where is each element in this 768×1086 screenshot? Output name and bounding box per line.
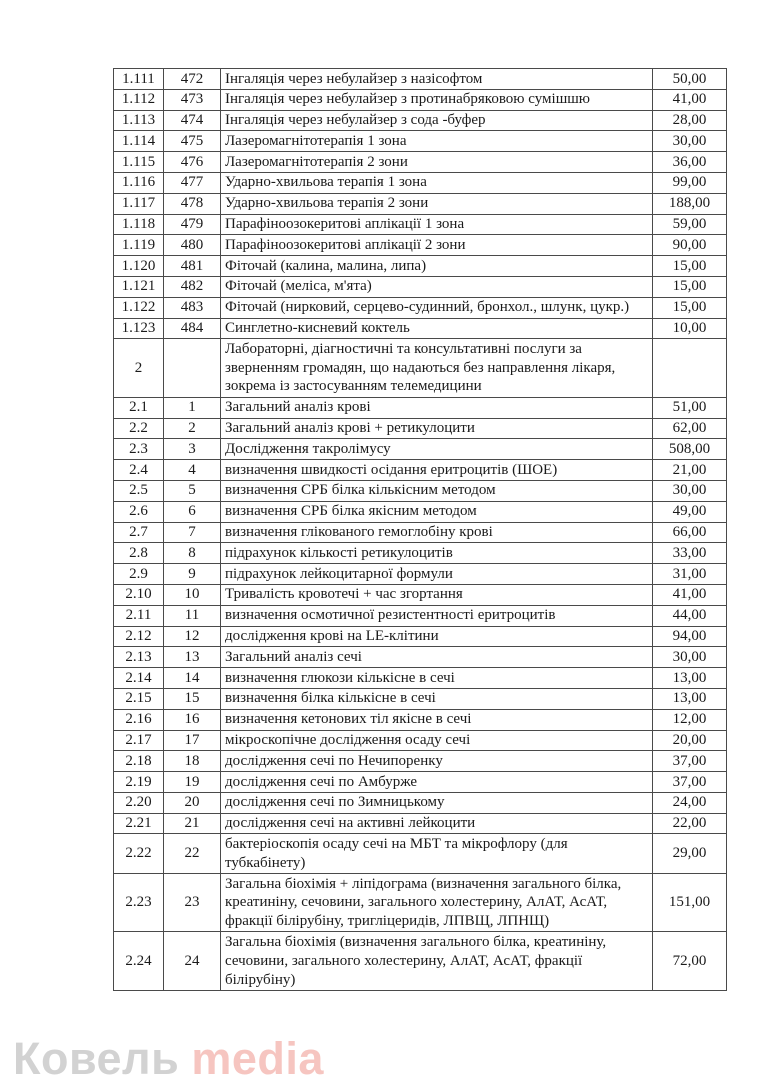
cell-price: 30,00 xyxy=(653,647,727,668)
cell-service-name: Дослідження такролімусу xyxy=(221,439,653,460)
cell-service-code: 9 xyxy=(164,564,221,585)
table-row xyxy=(114,792,727,813)
cell-item-number: 1.113 xyxy=(114,110,164,131)
cell-service-name: Інгаляція через небулайзер з назісофтом xyxy=(221,69,653,90)
cell-price: 66,00 xyxy=(653,522,727,543)
cell-service-code: 7 xyxy=(164,522,221,543)
cell-service-code: 477 xyxy=(164,172,221,193)
cell-price: 59,00 xyxy=(653,214,727,235)
cell-service-code: 24 xyxy=(164,932,221,990)
table-row xyxy=(114,564,727,585)
cell-service-code: 19 xyxy=(164,772,221,793)
cell-price: 41,00 xyxy=(653,584,727,605)
cell-item-number: 2.17 xyxy=(114,730,164,751)
table-row xyxy=(114,688,727,709)
cell-service-name: визначення кетонових тіл якісне в сечі xyxy=(221,709,653,730)
table-row xyxy=(114,152,727,173)
cell-service-name: підрахунок кількості ретикулоцитів xyxy=(221,543,653,564)
table-row xyxy=(114,89,727,110)
cell-price: 51,00 xyxy=(653,397,727,418)
cell-service-code xyxy=(164,339,221,397)
cell-price: 10,00 xyxy=(653,318,727,339)
table-row xyxy=(114,69,727,90)
cell-service-code: 481 xyxy=(164,256,221,277)
cell-service-name: підрахунок лейкоцитарної формули xyxy=(221,564,653,585)
cell-service-code: 21 xyxy=(164,813,221,834)
cell-price: 33,00 xyxy=(653,543,727,564)
cell-service-name: Інгаляція через небулайзер з сода -буфер xyxy=(221,110,653,131)
table-row xyxy=(114,418,727,439)
cell-price: 62,00 xyxy=(653,418,727,439)
cell-item-number: 1.117 xyxy=(114,193,164,214)
cell-service-name: Ударно-хвильова терапія 2 зони xyxy=(221,193,653,214)
cell-price: 30,00 xyxy=(653,480,727,501)
cell-price: 99,00 xyxy=(653,172,727,193)
cell-price: 22,00 xyxy=(653,813,727,834)
cell-service-name: Тривалість кровотечі + час згортання xyxy=(221,584,653,605)
table-row xyxy=(114,193,727,214)
table-row xyxy=(114,297,727,318)
cell-service-code: 475 xyxy=(164,131,221,152)
cell-item-number: 2.3 xyxy=(114,439,164,460)
cell-service-name: Загальний аналіз крові + ретикулоцити xyxy=(221,418,653,439)
cell-item-number: 2.16 xyxy=(114,709,164,730)
cell-service-code: 5 xyxy=(164,480,221,501)
table-row xyxy=(114,397,727,418)
cell-service-code: 1 xyxy=(164,397,221,418)
table-row xyxy=(114,709,727,730)
table-row xyxy=(114,874,727,932)
cell-service-code: 482 xyxy=(164,276,221,297)
cell-service-name: визначення глікованого гемоглобіну крові xyxy=(221,522,653,543)
cell-service-name: Загальна біохімія + ліпідограма (визначення загального білка, креатиніну, сечовини, загального холестерину, АлАТ, АсАТ, фракції білірубіну, тригліцеридів, ЛПВЩ, ЛПНЩ) xyxy=(221,874,653,932)
cell-price: 15,00 xyxy=(653,297,727,318)
cell-price: 13,00 xyxy=(653,668,727,689)
cell-service-code: 484 xyxy=(164,318,221,339)
cell-service-name: визначення СРБ білка якісним методом xyxy=(221,501,653,522)
cell-price: 15,00 xyxy=(653,276,727,297)
cell-service-code: 15 xyxy=(164,688,221,709)
cell-service-code: 16 xyxy=(164,709,221,730)
cell-service-code: 17 xyxy=(164,730,221,751)
cell-service-name: визначення білка кількісне в сечі xyxy=(221,688,653,709)
cell-item-number: 2.6 xyxy=(114,501,164,522)
cell-item-number: 2.10 xyxy=(114,584,164,605)
cell-price: 151,00 xyxy=(653,874,727,932)
cell-service-code: 18 xyxy=(164,751,221,772)
table-row xyxy=(114,318,727,339)
cell-service-name: Лазеромагнітотерапія 1 зона xyxy=(221,131,653,152)
cell-item-number: 2.2 xyxy=(114,418,164,439)
cell-service-name: визначення глюкози кількісне в сечі xyxy=(221,668,653,689)
cell-item-number: 2.12 xyxy=(114,626,164,647)
cell-service-name: Фіточай (калина, малина, липа) xyxy=(221,256,653,277)
cell-price: 188,00 xyxy=(653,193,727,214)
table-row xyxy=(114,668,727,689)
cell-item-number: 2.7 xyxy=(114,522,164,543)
cell-item-number: 2.24 xyxy=(114,932,164,990)
cell-service-name: мікроскопічне дослідження осаду сечі xyxy=(221,730,653,751)
cell-service-code: 6 xyxy=(164,501,221,522)
table-row xyxy=(114,256,727,277)
cell-price: 508,00 xyxy=(653,439,727,460)
cell-service-name: визначення СРБ білка кількісним методом xyxy=(221,480,653,501)
cell-item-number: 2.4 xyxy=(114,460,164,481)
cell-item-number: 1.116 xyxy=(114,172,164,193)
watermark-text-kovel: Ковель xyxy=(13,1033,180,1084)
cell-service-code: 476 xyxy=(164,152,221,173)
cell-service-code: 472 xyxy=(164,69,221,90)
cell-service-name: дослідження сечі по Амбурже xyxy=(221,772,653,793)
cell-item-number: 2.13 xyxy=(114,647,164,668)
table-row xyxy=(114,110,727,131)
table-row xyxy=(114,626,727,647)
cell-service-code: 14 xyxy=(164,668,221,689)
cell-service-code: 479 xyxy=(164,214,221,235)
table-row xyxy=(114,834,727,874)
table-row xyxy=(114,543,727,564)
cell-service-code: 11 xyxy=(164,605,221,626)
cell-service-code: 23 xyxy=(164,874,221,932)
cell-service-name: Інгаляція через небулайзер з протинабряковою сумішшю xyxy=(221,89,653,110)
cell-price: 41,00 xyxy=(653,89,727,110)
cell-item-number: 1.121 xyxy=(114,276,164,297)
cell-price: 36,00 xyxy=(653,152,727,173)
cell-item-number: 2.5 xyxy=(114,480,164,501)
table-row xyxy=(114,647,727,668)
cell-price: 13,00 xyxy=(653,688,727,709)
cell-item-number: 2.21 xyxy=(114,813,164,834)
table-row xyxy=(114,172,727,193)
cell-service-code: 474 xyxy=(164,110,221,131)
cell-service-name: дослідження крові на LE-клітини xyxy=(221,626,653,647)
table-row xyxy=(114,276,727,297)
table-row xyxy=(114,751,727,772)
cell-price: 37,00 xyxy=(653,772,727,793)
cell-service-code: 22 xyxy=(164,834,221,874)
watermark-logo xyxy=(13,1033,324,1084)
cell-price: 90,00 xyxy=(653,235,727,256)
cell-price: 20,00 xyxy=(653,730,727,751)
cell-item-number: 1.114 xyxy=(114,131,164,152)
price-list-table xyxy=(113,68,727,991)
cell-price: 21,00 xyxy=(653,460,727,481)
table-row xyxy=(114,235,727,256)
cell-service-name: дослідження сечі на активні лейкоцити xyxy=(221,813,653,834)
cell-item-number: 2.1 xyxy=(114,397,164,418)
cell-item-number: 1.120 xyxy=(114,256,164,277)
cell-item-number: 2 xyxy=(114,339,164,397)
table-row xyxy=(114,605,727,626)
cell-price: 15,00 xyxy=(653,256,727,277)
cell-price: 49,00 xyxy=(653,501,727,522)
cell-service-name: визначення осмотичної резистентності еритроцитів xyxy=(221,605,653,626)
cell-item-number: 2.8 xyxy=(114,543,164,564)
cell-service-name: Фіточай (меліса, м'ята) xyxy=(221,276,653,297)
price-list-table-container xyxy=(113,68,726,991)
cell-service-name: Парафіноозокеритові аплікації 2 зони xyxy=(221,235,653,256)
table-row xyxy=(114,439,727,460)
cell-item-number: 2.22 xyxy=(114,834,164,874)
cell-item-number: 1.118 xyxy=(114,214,164,235)
table-row xyxy=(114,460,727,481)
table-row xyxy=(114,501,727,522)
cell-price: 28,00 xyxy=(653,110,727,131)
cell-price: 29,00 xyxy=(653,834,727,874)
cell-service-name: дослідження сечі по Зимницькому xyxy=(221,792,653,813)
cell-service-code: 480 xyxy=(164,235,221,256)
table-row xyxy=(114,480,727,501)
cell-price: 37,00 xyxy=(653,751,727,772)
cell-price: 72,00 xyxy=(653,932,727,990)
cell-item-number: 2.15 xyxy=(114,688,164,709)
cell-service-code: 8 xyxy=(164,543,221,564)
cell-item-number: 1.119 xyxy=(114,235,164,256)
cell-service-name: Фіточай (нирковий, серцево-судинний, бронхол., шлунк, цукр.) xyxy=(221,297,653,318)
cell-service-name: Синглетно-кисневий коктель xyxy=(221,318,653,339)
cell-service-name: Загальний аналіз крові xyxy=(221,397,653,418)
table-row xyxy=(114,932,727,990)
cell-service-code: 478 xyxy=(164,193,221,214)
cell-service-name: Загальний аналіз сечі xyxy=(221,647,653,668)
cell-service-code: 20 xyxy=(164,792,221,813)
cell-service-code: 2 xyxy=(164,418,221,439)
cell-item-number: 2.19 xyxy=(114,772,164,793)
cell-price: 12,00 xyxy=(653,709,727,730)
table-row xyxy=(114,813,727,834)
table-row xyxy=(114,214,727,235)
cell-service-name: Загальна біохімія (визначення загального білка, креатиніну, сечовини, загального холестерину, АлАТ, АсАТ, фракції білірубіну) xyxy=(221,932,653,990)
cell-service-code: 4 xyxy=(164,460,221,481)
table-row xyxy=(114,584,727,605)
cell-price: 50,00 xyxy=(653,69,727,90)
cell-service-name: Ударно-хвильова терапія 1 зона xyxy=(221,172,653,193)
cell-price xyxy=(653,339,727,397)
cell-item-number: 1.111 xyxy=(114,69,164,90)
cell-service-code: 483 xyxy=(164,297,221,318)
watermark-text-media: media xyxy=(191,1033,324,1084)
cell-item-number: 2.9 xyxy=(114,564,164,585)
cell-item-number: 2.14 xyxy=(114,668,164,689)
cell-item-number: 2.23 xyxy=(114,874,164,932)
table-row xyxy=(114,730,727,751)
table-row xyxy=(114,522,727,543)
cell-service-name: визначення швидкості осідання еритроцитів (ШОЕ) xyxy=(221,460,653,481)
cell-service-code: 12 xyxy=(164,626,221,647)
cell-service-name: Лабораторні, діагностичні та консультативні послуги за зверненням громадян, що надаються без направлення лікаря, зокрема із застосуванням телемедицини xyxy=(221,339,653,397)
cell-price: 30,00 xyxy=(653,131,727,152)
table-row xyxy=(114,339,727,397)
cell-service-code: 473 xyxy=(164,89,221,110)
cell-item-number: 1.122 xyxy=(114,297,164,318)
cell-service-name: Лазеромагнітотерапія 2 зони xyxy=(221,152,653,173)
cell-item-number: 1.115 xyxy=(114,152,164,173)
cell-item-number: 1.123 xyxy=(114,318,164,339)
cell-service-name: бактеріоскопія осаду сечі на МБТ та мікрофлору (для тубкабінету) xyxy=(221,834,653,874)
cell-price: 31,00 xyxy=(653,564,727,585)
cell-service-name: Парафіноозокеритові аплікації 1 зона xyxy=(221,214,653,235)
cell-item-number: 2.18 xyxy=(114,751,164,772)
table-row xyxy=(114,772,727,793)
table-row xyxy=(114,131,727,152)
cell-service-code: 13 xyxy=(164,647,221,668)
cell-item-number: 1.112 xyxy=(114,89,164,110)
cell-price: 94,00 xyxy=(653,626,727,647)
cell-price: 24,00 xyxy=(653,792,727,813)
cell-service-name: дослідження сечі по Нечипоренку xyxy=(221,751,653,772)
cell-service-code: 3 xyxy=(164,439,221,460)
cell-item-number: 2.20 xyxy=(114,792,164,813)
cell-item-number: 2.11 xyxy=(114,605,164,626)
cell-service-code: 10 xyxy=(164,584,221,605)
cell-price: 44,00 xyxy=(653,605,727,626)
